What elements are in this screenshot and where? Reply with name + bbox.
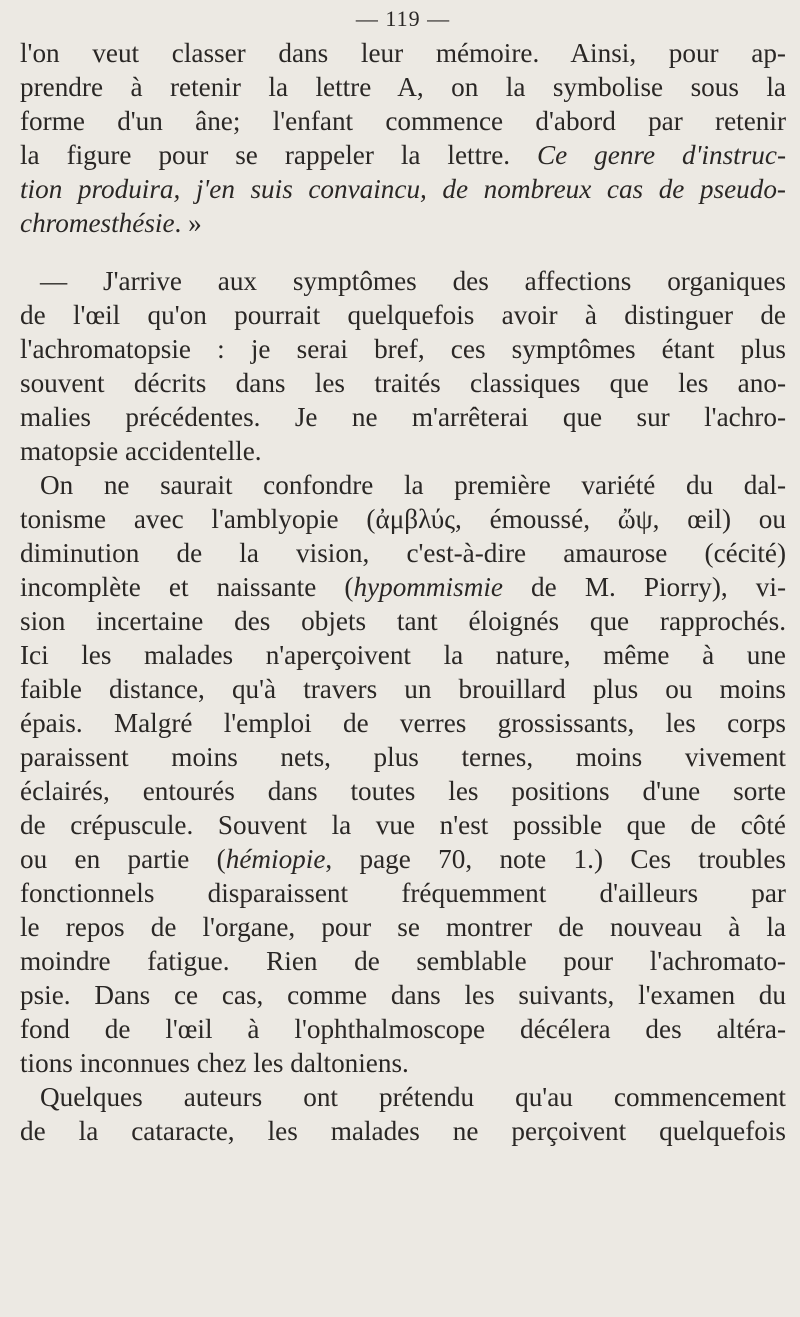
text-line: l'achromatopsie : je serai bref, ces symptômes étant plus xyxy=(20,334,786,364)
text-line: souvent décrits dans les traités classiques que les ano- xyxy=(20,368,786,398)
text-line: incomplète et naissante (hypommismie de M. Piorry), vi- xyxy=(20,572,787,602)
text-line: — J'arrive aux symptômes des affections organiques xyxy=(40,266,786,296)
text-line: faible distance, qu'à travers un brouillard plus ou moins xyxy=(20,674,786,704)
text-line: de l'œil qu'on pourrait quelquefois avoir à distinguer de xyxy=(20,300,786,330)
text-line: fonctionnels disparaissent fréquemment d'ailleurs par xyxy=(20,878,786,908)
text-line: ou en partie (hémiopie, page 70, note 1.) Ces troubles xyxy=(20,844,786,874)
text-line: sion incertaine des objets tant éloignés que rapprochés. xyxy=(20,606,786,636)
text-line: le repos de l'organe, pour se montrer de nouveau à la xyxy=(20,912,786,942)
paragraph-4 xyxy=(20,1080,786,1148)
text-line: la figure pour se rappeler la lettre. Ce genre d'instruc- xyxy=(20,140,786,170)
italic-phrase: tion produira, j'en suis convaincu, de nombreux cas de pseudo- xyxy=(20,174,786,204)
italic-phrase: hypommismie xyxy=(353,572,503,602)
text-line: fond de l'œil à l'ophthalmoscope décélera des altéra- xyxy=(20,1014,786,1044)
text-line: tions inconnues chez les daltoniens. xyxy=(20,1048,409,1078)
italic-phrase: chromesthésie xyxy=(20,208,175,238)
text-line: matopsie accidentelle. xyxy=(20,436,262,466)
paragraph-3 xyxy=(20,468,786,1080)
text-line xyxy=(20,172,786,206)
italic-phrase: Ce genre d'instruc- xyxy=(537,140,786,170)
text-line: prendre à retenir la lettre A, on la symbolise sous la xyxy=(20,72,786,102)
paragraph-1 xyxy=(20,36,786,240)
text-line: malies précédentes. Je ne m'arrêterai que sur l'achro- xyxy=(20,402,786,432)
text-line: Quelques auteurs ont prétendu qu'au commencement xyxy=(40,1082,786,1112)
text-line: l'on veut classer dans leur mémoire. Ainsi, pour ap- xyxy=(20,38,786,68)
text-line: chromesthésie. » xyxy=(20,208,202,238)
text-line: paraissent moins nets, plus ternes, moins vivement xyxy=(20,742,786,772)
text-line: tonisme avec l'amblyopie (ἀμβλύς, émoussé, ὤψ, œil) ou xyxy=(20,504,786,534)
text-line: diminution de la vision, c'est-à-dire amaurose (cécité) xyxy=(20,538,786,568)
text-line: forme d'un âne; l'enfant commence d'abord par retenir xyxy=(20,106,786,136)
paragraph-gap xyxy=(20,240,786,264)
page-number: — 119 — xyxy=(355,6,451,31)
text-line: psie. Dans ce cas, comme dans les suivants, l'examen du xyxy=(20,980,786,1010)
text-line: Ici les malades n'aperçoivent la nature, même à une xyxy=(20,640,786,670)
text-line: épais. Malgré l'emploi de verres grossissants, les corps xyxy=(20,708,786,738)
italic-phrase: hémiopie xyxy=(225,844,326,874)
paragraph-2 xyxy=(20,264,786,468)
text-line: moindre fatigue. Rien de semblable pour l'achromato- xyxy=(20,946,786,976)
text-line: de crépuscule. Souvent la vue n'est possible que de côté xyxy=(20,810,786,840)
text-line: éclairés, entourés dans toutes les positions d'une sorte xyxy=(20,776,786,806)
text-line: On ne saurait confondre la première variété du dal- xyxy=(40,470,786,500)
text-line: de la cataracte, les malades ne perçoivent quelquefois xyxy=(20,1116,786,1146)
